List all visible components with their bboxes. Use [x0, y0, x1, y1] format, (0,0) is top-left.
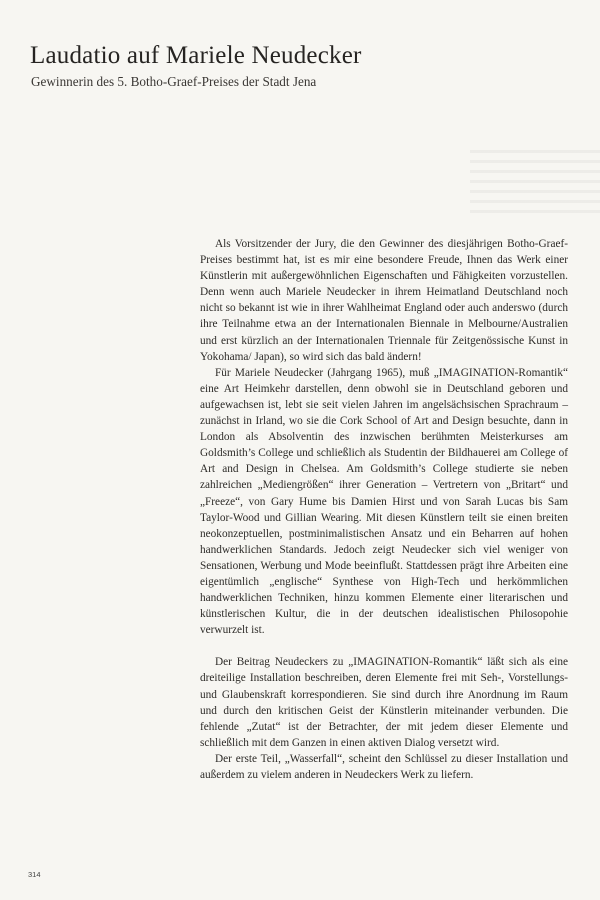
paragraph-2: Für Mariele Neudecker (Jahrgang 1965), muß „IMAGINATION-Romantik“ eine Art Heimkehr darstellen, denn obwohl sie in Deutschland geboren und aufgewachsen ist, lebt sie seit vielen Jahren im angelsächsischen Sprachraum – zunächst in Irland, wo sie die Cork School of Art and Design besuchte, dann in London als Absolventin des inzwischen berühmten Meisterkurses am Goldsmith’s College und schließlich als Studentin der Bildhauerei am College of Art and Design in Chelsea. Am Goldsmith’s College studierte sie neben zahlreichen „Mediengrößen“ ihrer Generation – Vertretern von „Britart“ und „Freeze“, von Gary Hume bis Damien Hirst und von Sarah Lucas bis Sam Taylor-Wood und Gillian Wearing. Mit diesen Künstlern teilt sie einen breiten neokonzeptuellen, postminimalistischen Ansatz und ein Beharren auf hohen handwerklichen Standards. Jedoch zeigt Neudecker sich viel weniger von Sensationen, Werbung und Mode beeinflußt. Stattdessen prägt ihre Arbeiten eine eigentümlich „englische“ Synthese von High-Tech und herkömmlichen handwerklichen Techniken, hinzu kommen Elemente einer literarischen und künstlerischen Kultur, die in der deutschen idealistischen Philosopohie verwurzelt ist.	[200, 366, 568, 637]
paragraph-1: Als Vorsitzender der Jury, die den Gewinner des diesjährigen Botho-Graef-Preises bestimmt hat, ist es mir eine besondere Freude, Ihnen das Werk einer Künstlerin mit außergewöhnlichen Eigenschaften und Fähigkeiten vorzustellen. Denn wenn auch Mariele Neudecker in ihrem Heimatland Deutschland noch nicht so bekannt ist wie in ihrer Wahlheimat England oder auch anderswo (durch ihre Teilnahme etwa an der Internationalen Biennale in Melbourne/Australien und erst kürzlich an der Internationalen Triennale für Zeitgenössische Kunst in Yokohama/ Japan), so wird sich das bald ändern!	[200, 238, 568, 363]
facing-page-bleed-through	[470, 150, 600, 220]
paragraph-3: Der Beitrag Neudeckers zu „IMAGINATION-Romantik“ läßt sich als eine dreiteilige Installation beschreiben, deren Elemente frei mit Seh-, Vorstellungs- und Glaubenskraft korrespondieren. Sie sind durch ihre Anordnung im Raum und durch den kritischen Geist der Künstlerin miteinander verbunden. Die fehlende „Zutat“ ist der Betrachter, der mit jedem dieser Elemente und schließlich mit dem Ganzen in einen aktiven Dialog versetzt wird.	[200, 656, 568, 749]
page-number: 314	[28, 870, 41, 879]
page-subtitle: Gewinnerin des 5. Botho-Graef-Preises der Stadt Jena	[31, 74, 317, 89]
paragraph-4: Der erste Teil, „Wasserfall“, scheint den Schlüssel zu dieser Installation und außerdem zu vielem anderen in Neudeckers Werk zu liefern.	[200, 752, 568, 781]
body-text	[200, 236, 568, 783]
page-title: Laudatio auf Mariele Neudecker	[30, 42, 362, 69]
